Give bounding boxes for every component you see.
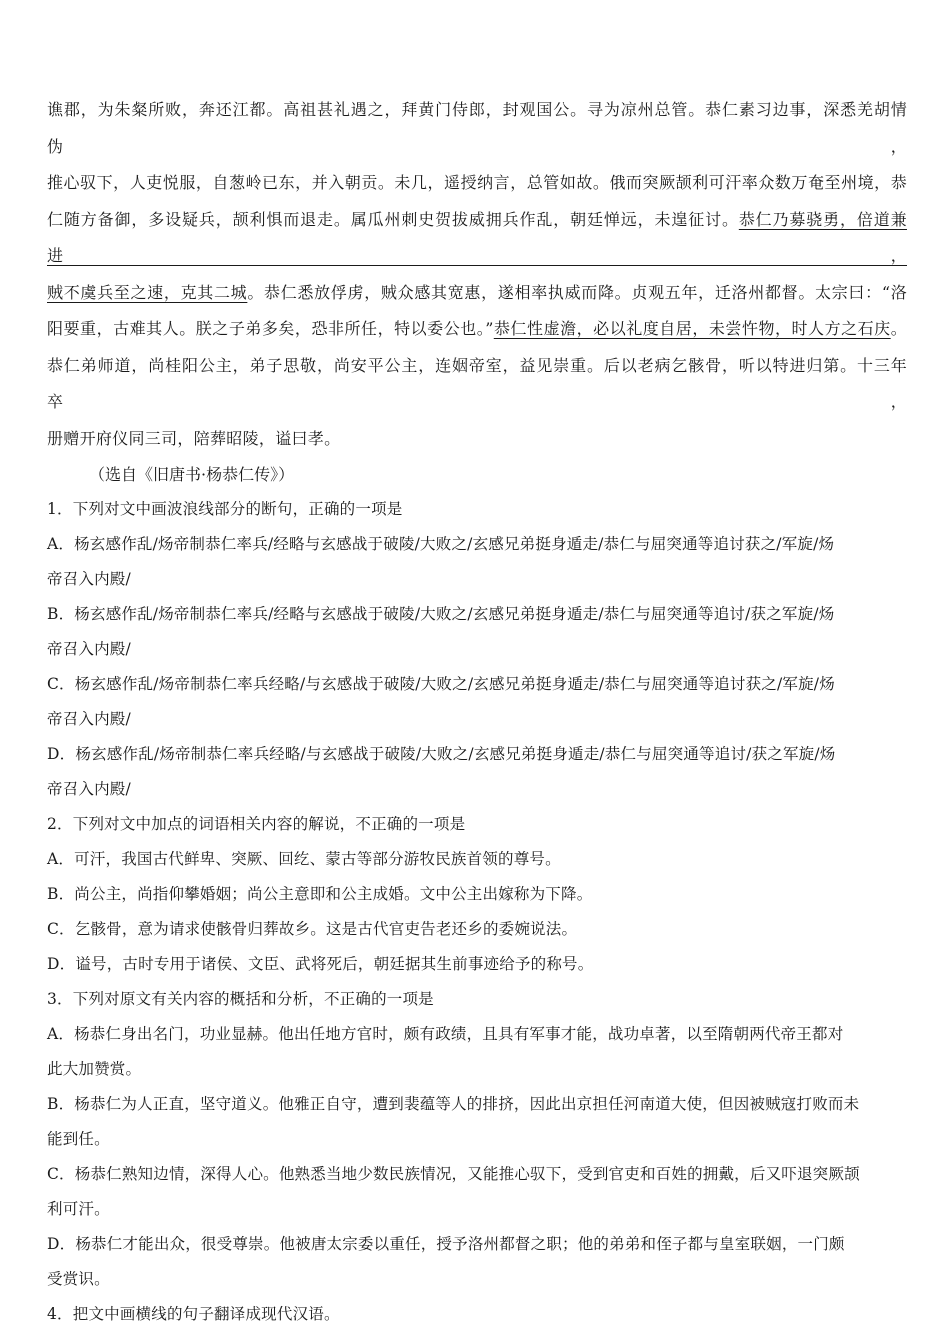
option-a: A．可汗，我国古代鲜卑、突厥、回纥、蒙古等部分游牧民族首领的尊号。 [47,850,561,868]
option-d: D．杨恭仁才能出众，很受尊崇。他被唐太宗委以重任，授予洛州都督之职；他的弟弟和侄子都与皇室联姻，一门颇 [47,1235,845,1253]
option-b: B．杨恭仁为人正直，坚守道义。他雅正自守，遭到裴蕴等人的排挤，因此出京担任河南道大使，但因被贼寇打败而未 [47,1095,860,1113]
option-d-cont: 受赏识。 [47,1270,110,1288]
document-page [47,92,907,1332]
passage-text: 。 [890,319,907,338]
option-d: D．谥号，古时专用于诸侯、文臣、武将死后，朝廷据其生前事迹给予的称号。 [47,955,594,973]
option-b-cont: 帝召入内殿/ [47,640,131,658]
option-a-cont: 帝召入内殿/ [47,570,131,588]
option-a: A．杨恭仁身出名门，功业显赫。他出任地方官时，颇有政绩，且具有军事才能，战功卓著，以至隋朝两代帝王都对 [47,1025,844,1043]
question-stem: 1．下列对文中画波浪线部分的断句，正确的一项是 [47,500,403,518]
passage-line [47,311,907,348]
option-c: C．乞骸骨，意为请求使骸骨归葬故乡。这是古代官吏告老还乡的委婉说法。 [47,920,578,938]
passage-text: 阳要重，古难其人。朕之子弟多矣，恐非所任，特以委公也。” [47,319,494,338]
option-a: A．杨玄感作乱/炀帝制恭仁率兵/经略与玄感战于破陵/大败之/玄感兄弟挺身遁走/恭仁与屈突通等追讨获之/军旋/炀 [47,535,835,553]
question-2 [47,807,907,982]
question-stem: 2．下列对文中加点的词语相关内容的解说，不正确的一项是 [47,815,466,833]
option-b: B．尚公主，尚指仰攀婚姻；尚公主意即和公主成婚。文中公主出嫁称为下降。 [47,885,593,903]
passage-line: 谯郡，为朱粲所败，奔还江都。高祖甚礼遇之，拜黄门侍郎，封观国公。寻为凉州总管。恭仁素习边事，深悉羌胡情伪， [47,100,907,156]
underlined-sentence: 恭仁乃募骁勇，倍道兼进， [47,209,907,265]
underlined-sentence: 贼不虞兵至之速，克其二城 [47,282,248,302]
option-c: C．杨玄感作乱/炀帝制恭仁率兵经略/与玄感战于破陵/大败之/玄感兄弟挺身遁走/恭仁与屈突通等追讨获之/军旋/炀 [47,675,835,693]
option-b: B．杨玄感作乱/炀帝制恭仁率兵/经略与玄感战于破陵/大败之/玄感兄弟挺身遁走/恭仁与屈突通等追讨/获之军旋/炀 [47,605,835,623]
passage-text: 仁随方备御，多设疑兵，颉利惧而退走。属瓜州刺史贺拔威拥兵作乱，朝廷惮远，未遑征讨。 [47,209,739,229]
option-d: D．杨玄感作乱/炀帝制恭仁率兵经略/与玄感战于破陵/大败之/玄感兄弟挺身遁走/恭仁与屈突通等追讨/获之军旋/炀 [47,745,836,763]
classical-passage [47,92,907,457]
question-3 [47,982,907,1297]
option-c-cont: 利可汗。 [47,1200,110,1218]
passage-line [47,275,907,312]
option-c-cont: 帝召入内殿/ [47,710,131,728]
question-stem: 4．把文中画横线的句子翻译成现代汉语。 [47,1305,340,1323]
passage-line: 册赠开府仪同三司，陪葬昭陵，谥曰孝。 [47,428,341,448]
passage-line: 恭仁弟师道，尚桂阳公主，弟子思敬，尚安平公主，连姻帝室，益见崇重。后以老病乞骸骨，听以特进归第。十三年卒， [47,355,907,411]
passage-text: 。恭仁悉放俘虏，贼众感其宽惠，遂相率执威而降。贞观五年，迁洛州都督。太宗曰：“洛 [247,282,907,302]
option-b-cont: 能到任。 [47,1130,110,1148]
underlined-sentence: 恭仁性虚澹，必以礼度自居，未尝忤物，时人方之石庆 [493,319,891,338]
option-a-cont: 此大加赞赏。 [47,1060,142,1078]
question-stem: 3．下列对原文有关内容的概括和分析，不正确的一项是 [47,990,434,1008]
question-1 [47,492,907,807]
passage-source: （选自《旧唐书·杨恭仁传》） [89,465,295,484]
passage-line [47,202,907,275]
option-c: C．杨恭仁熟知边情，深得人心。他熟悉当地少数民族情况，又能推心驭下，受到官吏和百姓的拥戴，后又吓退突厥颉 [47,1165,860,1183]
question-4 [47,1297,907,1332]
passage-line: 推心驭下，人吏悦服，自葱岭已东，并入朝贡。未几，遥授纳言，总管如故。俄而突厥颉利可汗率众数万奄至州境，恭 [47,173,907,192]
option-d-cont: 帝召入内殿/ [47,780,131,798]
